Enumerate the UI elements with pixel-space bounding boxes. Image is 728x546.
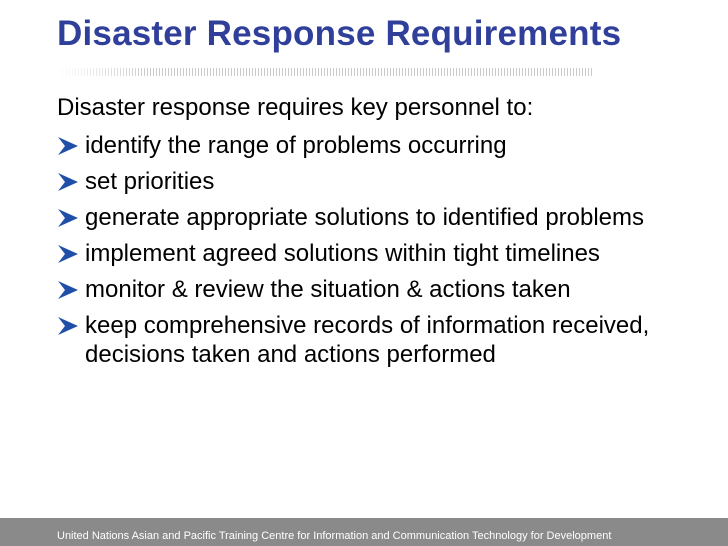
intro-text: Disaster response requires key personnel to: (57, 94, 534, 121)
slide-title: Disaster Response Requirements (57, 14, 622, 53)
arrow-bullet-icon (58, 209, 78, 227)
arrow-bullet-icon (58, 173, 78, 191)
arrow-bullet-icon (58, 317, 78, 335)
bullet-text: keep comprehensive records of information received, decisions taken and actions performed (85, 312, 650, 368)
bullet-text: monitor & review the situation & actions taken (85, 276, 571, 303)
bullet-text: generate appropriate solutions to identified problems (85, 204, 645, 231)
arrow-bullet-icon (58, 245, 78, 263)
bullet-text: identify the range of problems occurring (85, 132, 507, 159)
list-item (57, 167, 717, 196)
footer-text: United Nations Asian and Pacific Training Centre for Information and Communication Technology for Development (57, 530, 612, 542)
list-item (57, 131, 717, 160)
bullet-text: implement agreed solutions within tight timelines (85, 240, 600, 267)
arrow-bullet-icon (58, 281, 78, 299)
footer-bar (0, 518, 728, 546)
list-item (57, 275, 717, 304)
arrow-bullet-icon (58, 137, 78, 155)
list-item (57, 239, 717, 268)
title-divider (57, 68, 592, 76)
list-item (57, 311, 717, 369)
list-item (57, 203, 717, 232)
bullet-text: set priorities (85, 168, 215, 195)
bullet-list (57, 131, 717, 376)
